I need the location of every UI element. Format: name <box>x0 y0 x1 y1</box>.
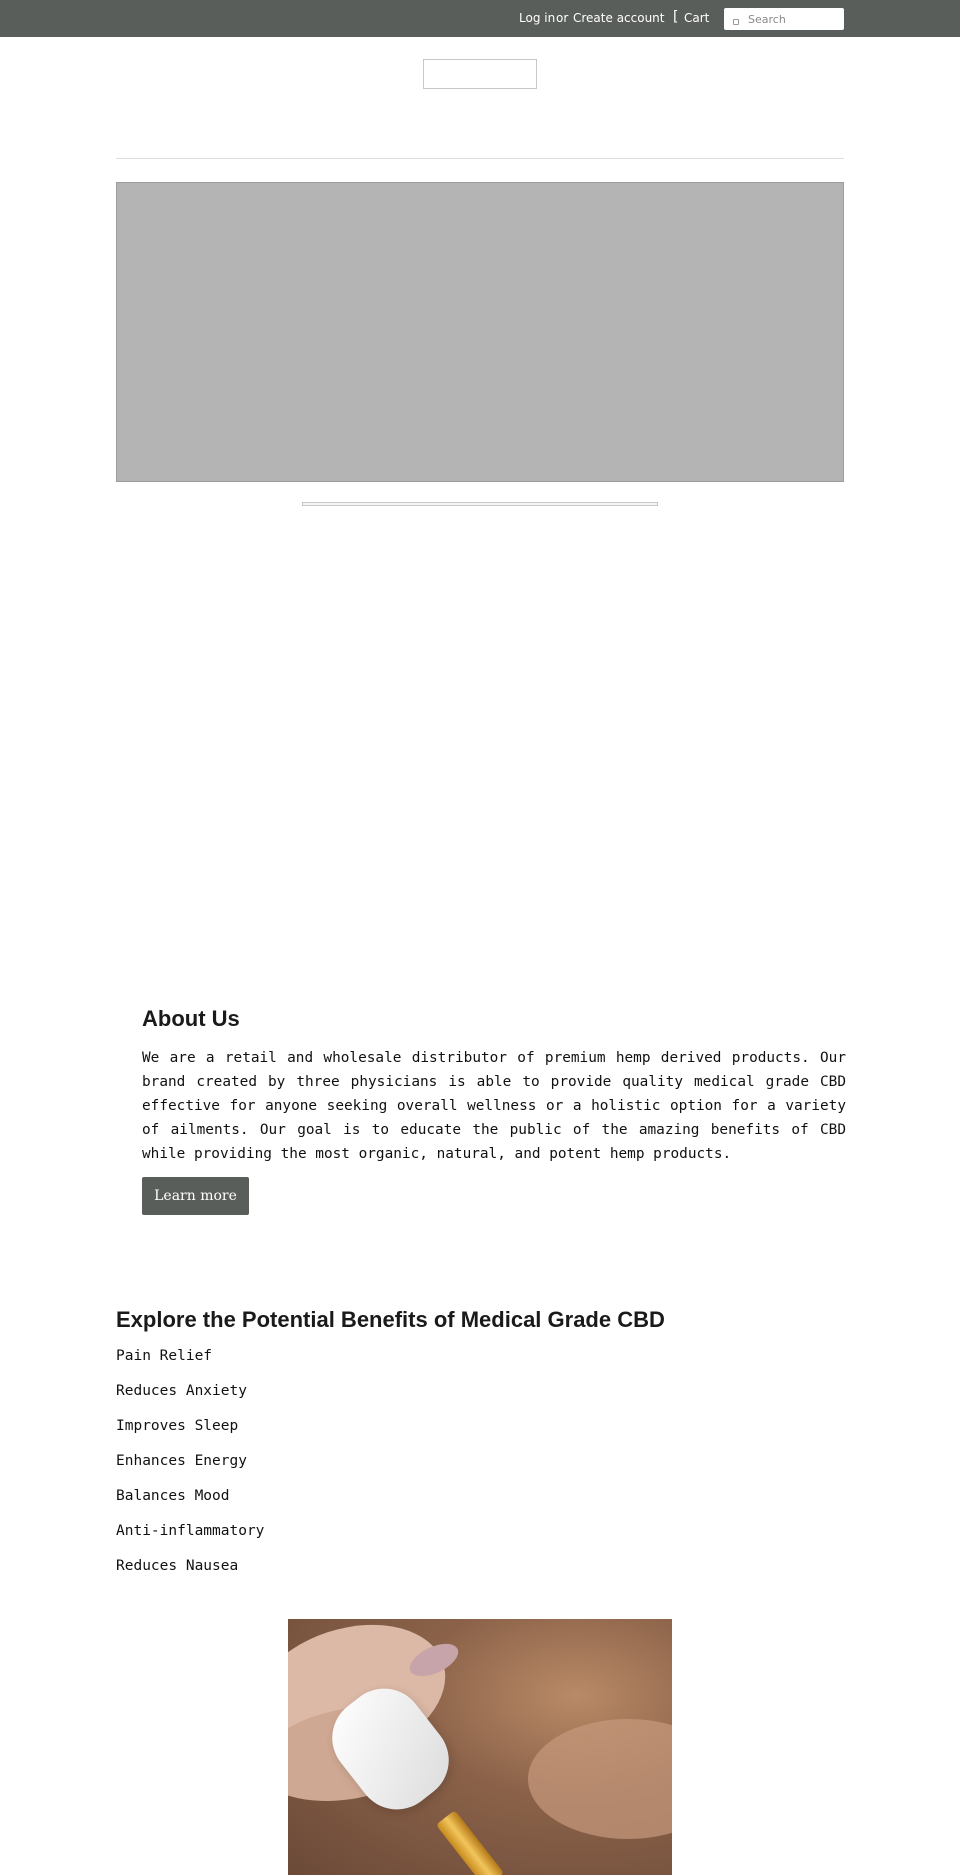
dropper-glass <box>436 1810 504 1875</box>
search-input[interactable] <box>748 11 840 27</box>
or-separator: or <box>556 11 569 25</box>
top-bar <box>0 0 960 37</box>
header-divider <box>116 158 844 159</box>
cart-icon[interactable]: [ <box>673 9 679 25</box>
benefit-item: Enhances Energy <box>116 1453 247 1469</box>
about-description: We are a retail and wholesale distributor of premium hemp derived products. Our brand created by three physicians is able to provide quality medical grade CBD effective for anyone seeking overall wellness or a holistic option for a variety of ailments. Our goal is to educate the public of the amazing benefits of CBD while providing the most organic, natural, and potent hemp products. <box>142 1050 846 1162</box>
search-icon[interactable] <box>733 19 739 25</box>
benefits-title: Explore the Potential Benefits of Medical Grade CBD <box>116 1307 665 1332</box>
benefit-item: Balances Mood <box>116 1488 230 1504</box>
search-box[interactable] <box>724 8 844 30</box>
benefit-item: Reduces Nausea <box>116 1558 239 1574</box>
benefit-item: Pain Relief <box>116 1348 213 1364</box>
login-link[interactable]: Log in <box>519 11 556 25</box>
learn-more-button[interactable]: Learn more <box>142 1177 249 1215</box>
create-account-link[interactable]: Create account <box>573 11 665 25</box>
cart-link[interactable]: Cart <box>684 11 710 25</box>
store-logo[interactable] <box>423 59 537 89</box>
cbd-dropper-photo <box>288 1619 672 1875</box>
about-title: About Us <box>142 1006 240 1031</box>
benefit-item: Reduces Anxiety <box>116 1383 247 1399</box>
slideshow-indicator[interactable] <box>302 502 658 506</box>
hero-image-placeholder[interactable] <box>116 182 844 482</box>
benefit-item: Improves Sleep <box>116 1418 239 1434</box>
benefit-item: Anti-inflammatory <box>116 1523 265 1539</box>
